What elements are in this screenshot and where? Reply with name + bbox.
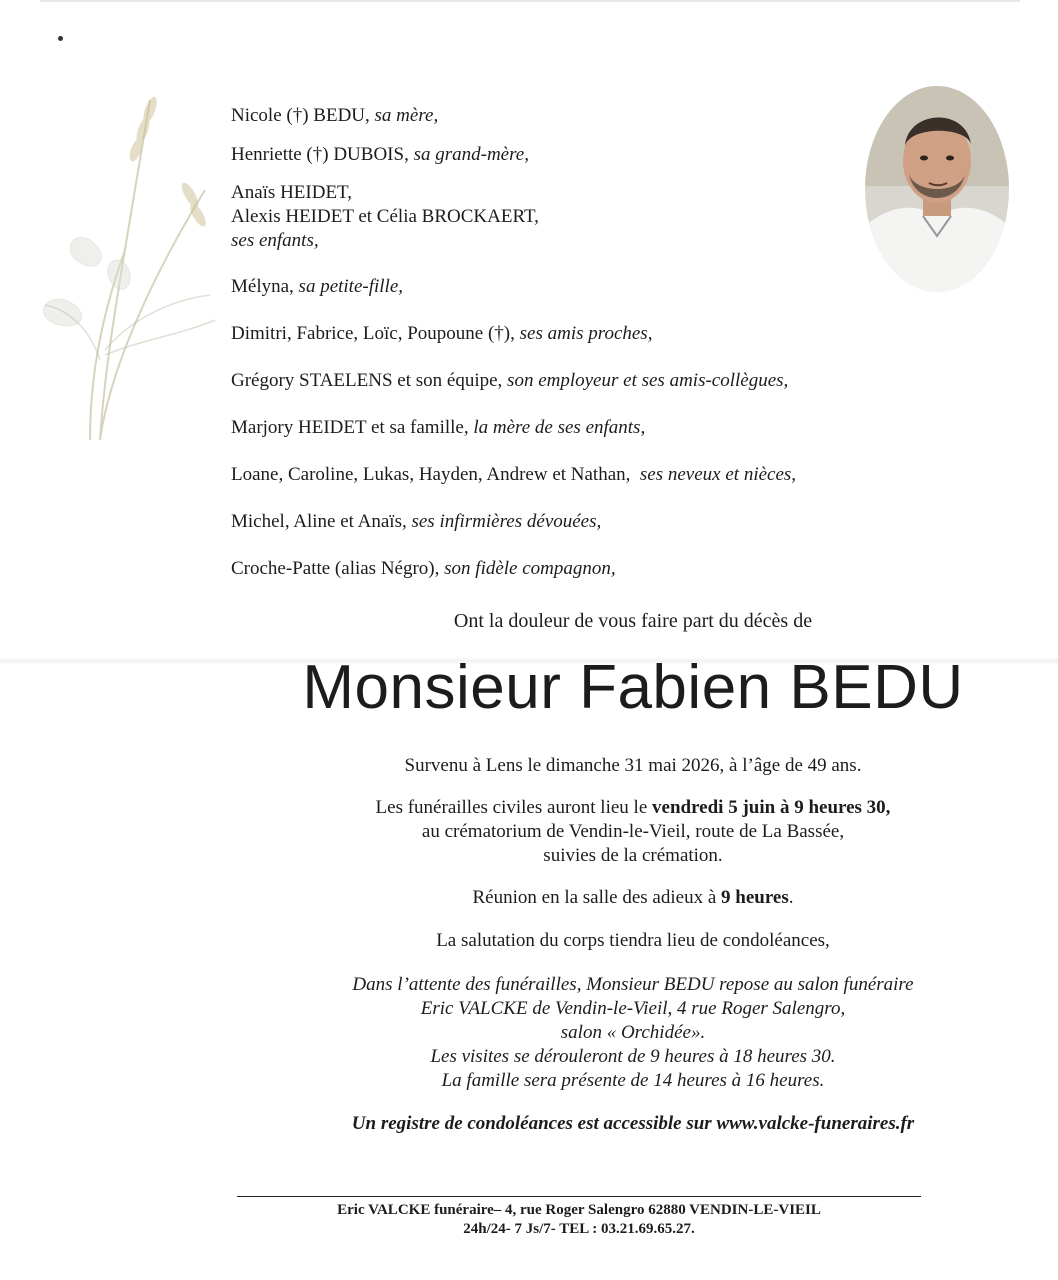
family-names: Nicole (†) BEDU, bbox=[231, 105, 370, 126]
family-line bbox=[231, 205, 539, 229]
family-relation: sa mère, bbox=[374, 105, 439, 126]
death-notice: Survenu à Lens le dimanche 31 mai 2026, à l’âge de 49 ans. bbox=[404, 755, 862, 776]
reunion-suffix: . bbox=[788, 887, 794, 908]
family-line bbox=[231, 510, 601, 534]
family-relation: ses neveux et nièces, bbox=[639, 464, 797, 485]
family-names: Loane, Caroline, Lukas, Hayden, Andrew et Nathan, bbox=[231, 464, 631, 485]
reunion-time: 9 heures bbox=[721, 887, 789, 908]
visitation-line: salon « Orchidée». bbox=[560, 1022, 706, 1043]
lily-wheat-icon bbox=[30, 80, 220, 450]
family-line bbox=[231, 181, 352, 205]
family-names: Anaïs HEIDET, bbox=[231, 182, 353, 203]
family-relation: son employeur et ses amis-collègues, bbox=[507, 370, 789, 391]
top-edge-line bbox=[40, 0, 1020, 2]
family-relation: ses infirmières dévouées, bbox=[411, 511, 602, 532]
funeral-line: suivies de la crémation. bbox=[543, 845, 723, 866]
family-line bbox=[231, 104, 438, 128]
footer-divider bbox=[237, 1196, 921, 1197]
footer-contact: 24h/24- 7 Js/7- TEL : 03.21.69.65.27. bbox=[463, 1221, 695, 1237]
family-line bbox=[231, 463, 796, 487]
family-relation: sa grand-mère, bbox=[413, 144, 529, 165]
funeral-text: Les funérailles civiles auront lieu le bbox=[375, 797, 653, 818]
reunion-info bbox=[0, 886, 1058, 910]
family-line bbox=[231, 416, 645, 440]
family-relation: la mère de ses enfants, bbox=[473, 417, 646, 438]
family-names: Henriette (†) DUBOIS, bbox=[231, 144, 409, 165]
family-line bbox=[231, 322, 652, 346]
visitation-line: Eric VALCKE de Vendin-le-Vieil, 4 rue Roger Salengro, bbox=[420, 998, 846, 1019]
family-names: Mélyna, bbox=[231, 276, 294, 297]
funeral-line: au crématorium de Vendin-le-Vieil, route de La Bassée, bbox=[421, 821, 845, 842]
family-names: Dimitri, Fabrice, Loïc, Poupoune (†), bbox=[231, 323, 515, 344]
family-line bbox=[231, 229, 319, 253]
intro-text: Ont la douleur de vous faire part du décès de bbox=[453, 610, 813, 632]
family-line bbox=[231, 369, 788, 393]
salutation-text: La salutation du corps tiendra lieu de condoléances, bbox=[436, 930, 830, 951]
register-link[interactable]: Un registre de condoléances est accessible sur www.valcke-funeraires.fr bbox=[351, 1113, 915, 1134]
visitation-line: La famille sera présente de 14 heures à 16 heures. bbox=[441, 1070, 825, 1091]
family-relation: ses amis proches, bbox=[519, 323, 653, 344]
speck bbox=[58, 36, 63, 41]
family-names: Marjory HEIDET et sa famille, bbox=[231, 417, 469, 438]
family-relation: son fidèle compagnon, bbox=[444, 558, 616, 579]
family-names: Michel, Aline et Anaïs, bbox=[231, 511, 407, 532]
family-names: Alexis HEIDET et Célia BROCKAERT, bbox=[231, 206, 539, 227]
family-names: Grégory STAELENS et son équipe, bbox=[231, 370, 503, 391]
reunion-text: Réunion en la salle des adieux à bbox=[472, 887, 722, 908]
family-names: Croche-Patte (alias Négro), bbox=[231, 558, 440, 579]
funeral-date: vendredi 5 juin à 9 heures 30, bbox=[652, 797, 891, 818]
funeral-line bbox=[0, 796, 1058, 820]
deceased-name: Monsieur Fabien BEDU bbox=[302, 653, 964, 722]
funeral-info bbox=[0, 796, 1058, 868]
visitation-info bbox=[0, 973, 1058, 1093]
family-line bbox=[231, 557, 616, 581]
family-relation: sa petite-fille, bbox=[298, 276, 404, 297]
family-line bbox=[231, 275, 403, 299]
visitation-line: Les visites se dérouleront de 9 heures à 18 heures 30. bbox=[430, 1046, 836, 1067]
footer-address: Eric VALCKE funéraire– 4, rue Roger Salengro 62880 VENDIN-LE-VIEIL bbox=[337, 1202, 821, 1218]
family-line bbox=[231, 143, 529, 167]
visitation-line: Dans l’attente des funérailles, Monsieur BEDU repose au salon funéraire bbox=[352, 974, 914, 995]
portrait-photo bbox=[865, 86, 1009, 292]
family-relation: ses enfants, bbox=[231, 230, 319, 251]
